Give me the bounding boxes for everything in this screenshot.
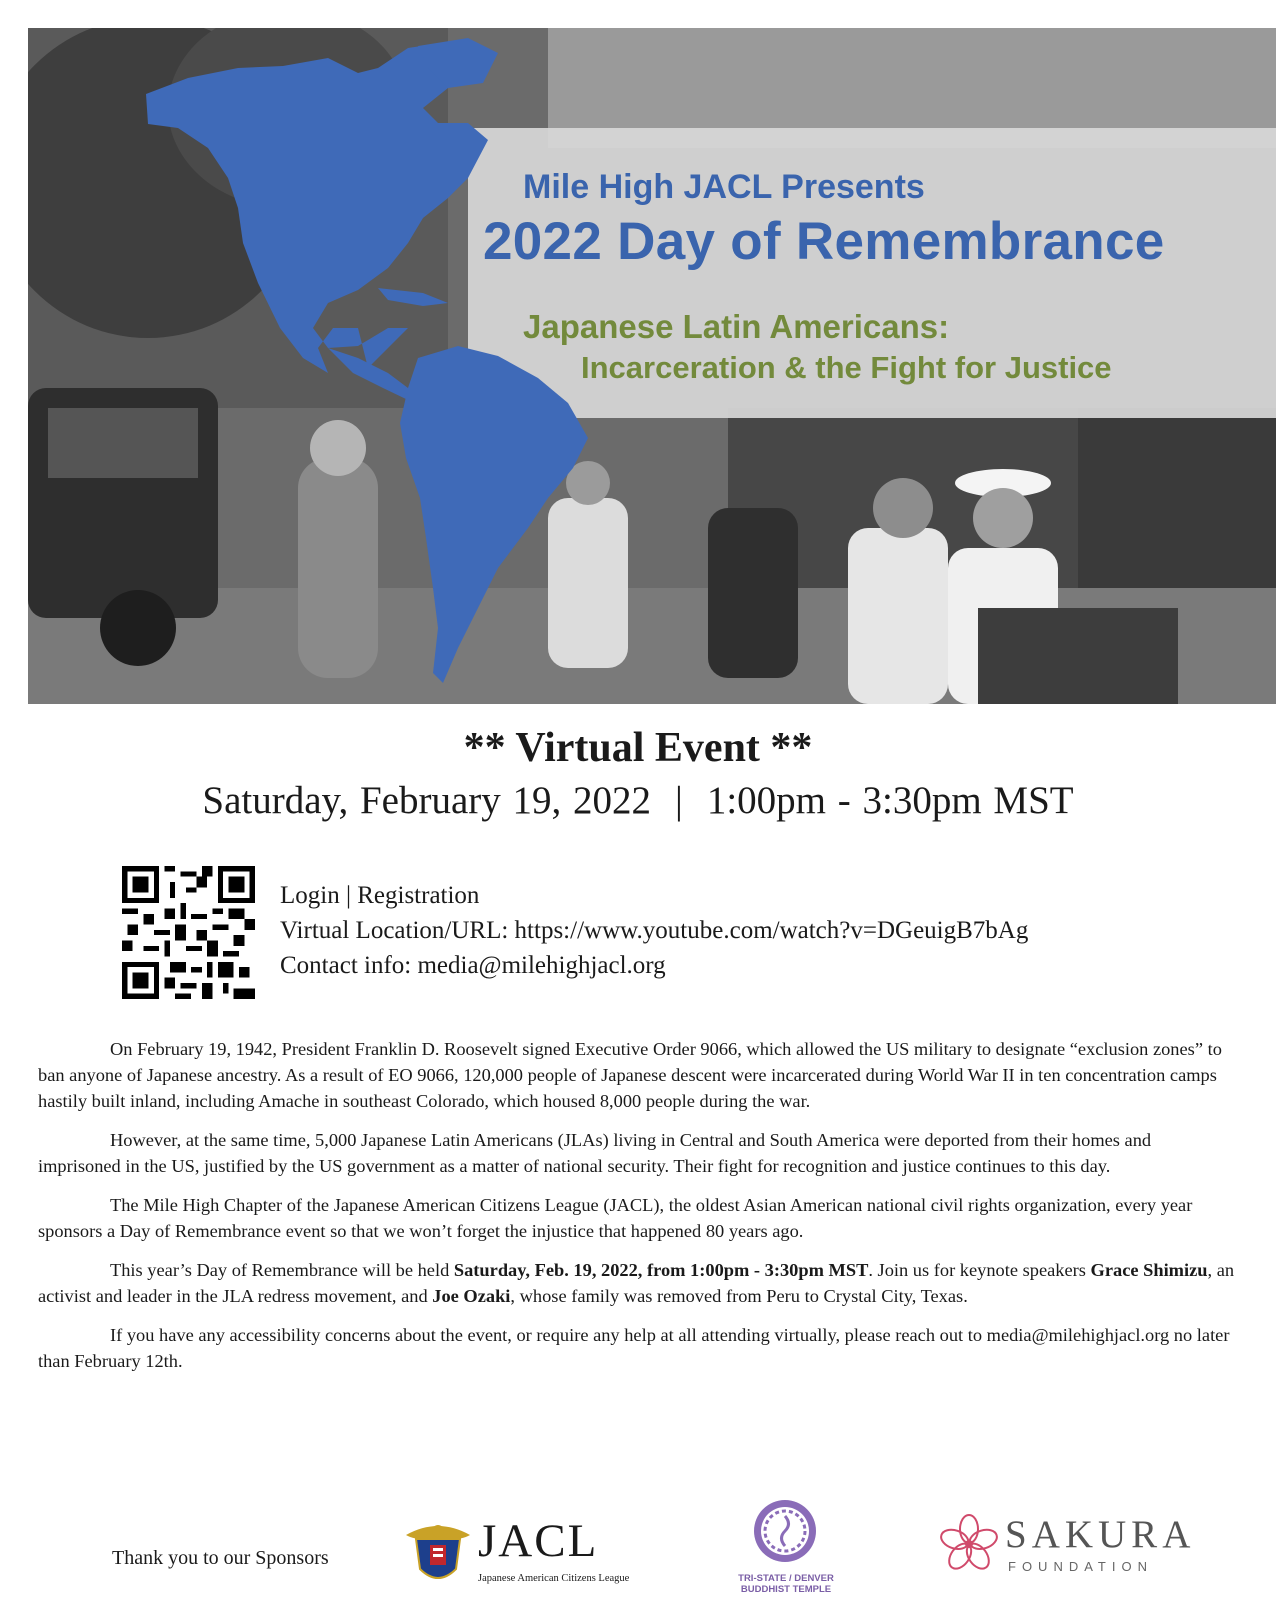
speaker-joe-ozaki: Joe Ozaki	[432, 1286, 511, 1306]
text-span: This year’s Day of Remembrance will be held	[110, 1260, 454, 1280]
jacl-wordmark: JACL	[478, 1515, 599, 1567]
hero-banner	[28, 28, 1276, 704]
paragraph-eo9066: On February 19, 1942, President Franklin D. Roosevelt signed Executive Order 9066, which allowed the US military to designate “exclusion zones” to ban anyone of Japanese ancestry. As a result of EO 9066, 120,000 people of Japanese descent were incarcerated during World War II in ten concentration camps hastily built inland, including Amache in southeast Colorado, which housed 8,000 people during the war.	[38, 1039, 1222, 1111]
event-type: ** Virtual Event **	[463, 725, 813, 771]
text-span: . Join us for keynote speakers	[868, 1260, 1091, 1280]
event-date: Saturday, February 19, 2022	[202, 779, 652, 822]
paragraph-jacl: The Mile High Chapter of the Japanese American Citizens League (JACL), the oldest Asian American national civil rights organization, every year sponsors a Day of Remembrance event so that we won’t forget the injustice that happened 80 years ago.	[38, 1195, 1193, 1241]
paragraph-jla: However, at the same time, 5,000 Japanese Latin Americans (JLAs) living in Central and South America were deported from their homes and imprisoned in the US, justified by the US government as a matter of national security. Their fight for recognition and justice continues to this day.	[38, 1130, 1152, 1176]
event-datetime-bold: Saturday, Feb. 19, 2022, from 1:00pm - 3:30pm MST	[453, 1260, 869, 1280]
temple-name-line-2: BUDDHIST TEMPLE	[740, 1584, 832, 1595]
presenter-line: Mile High JACL Presents	[523, 168, 925, 206]
temple-crest-icon	[752, 1498, 818, 1564]
event-time: 1:00pm - 3:30pm MST	[706, 779, 1074, 822]
event-info	[280, 878, 1028, 983]
temple-name-line-1: TRI-STATE / DENVER	[738, 1573, 834, 1584]
event-datetime	[0, 778, 1276, 823]
contact-info[interactable]: Contact info: media@milehighjacl.org	[280, 952, 666, 979]
sakura-blossom-icon	[938, 1513, 1000, 1575]
sakura-wordmark: SAKURA	[1005, 1513, 1196, 1556]
speaker-grace-shimizu: Grace Shimizu	[1090, 1260, 1208, 1280]
text-span: , whose family was removed from Peru to Crystal City, Texas.	[510, 1286, 968, 1306]
paragraph-accessibility: If you have any accessibility concerns about the event, or require any help at all attending virtually, please reach out to media@milehighjacl.org no later than February 12th.	[38, 1325, 1230, 1371]
subtitle-line-2: Incarceration & the Fight for Justice	[581, 350, 1112, 385]
login-registration-link[interactable]: Login | Registration	[280, 882, 480, 909]
subtitle-line-1: Japanese Latin Americans:	[523, 308, 950, 345]
jacl-fullname: Japanese American Citizens League	[478, 1573, 630, 1584]
qr-code-icon[interactable]	[122, 866, 255, 999]
sponsor-label: Thank you to our Sponsors	[112, 1547, 329, 1569]
sakura-subtitle: FOUNDATION	[1008, 1559, 1153, 1574]
event-separator: |	[675, 779, 683, 822]
event-title: 2022 Day of Remembrance	[483, 212, 1165, 271]
paragraph-event-details	[38, 1257, 1238, 1309]
text-span: , an activist and leader in the JLA redress movement, and	[38, 1260, 1235, 1306]
body-copy	[38, 1036, 1238, 1387]
temple-name	[720, 1573, 852, 1595]
virtual-location-url[interactable]: Virtual Location/URL: https://www.youtube.com/watch?v=DGeuigB7bAg	[280, 917, 1029, 944]
